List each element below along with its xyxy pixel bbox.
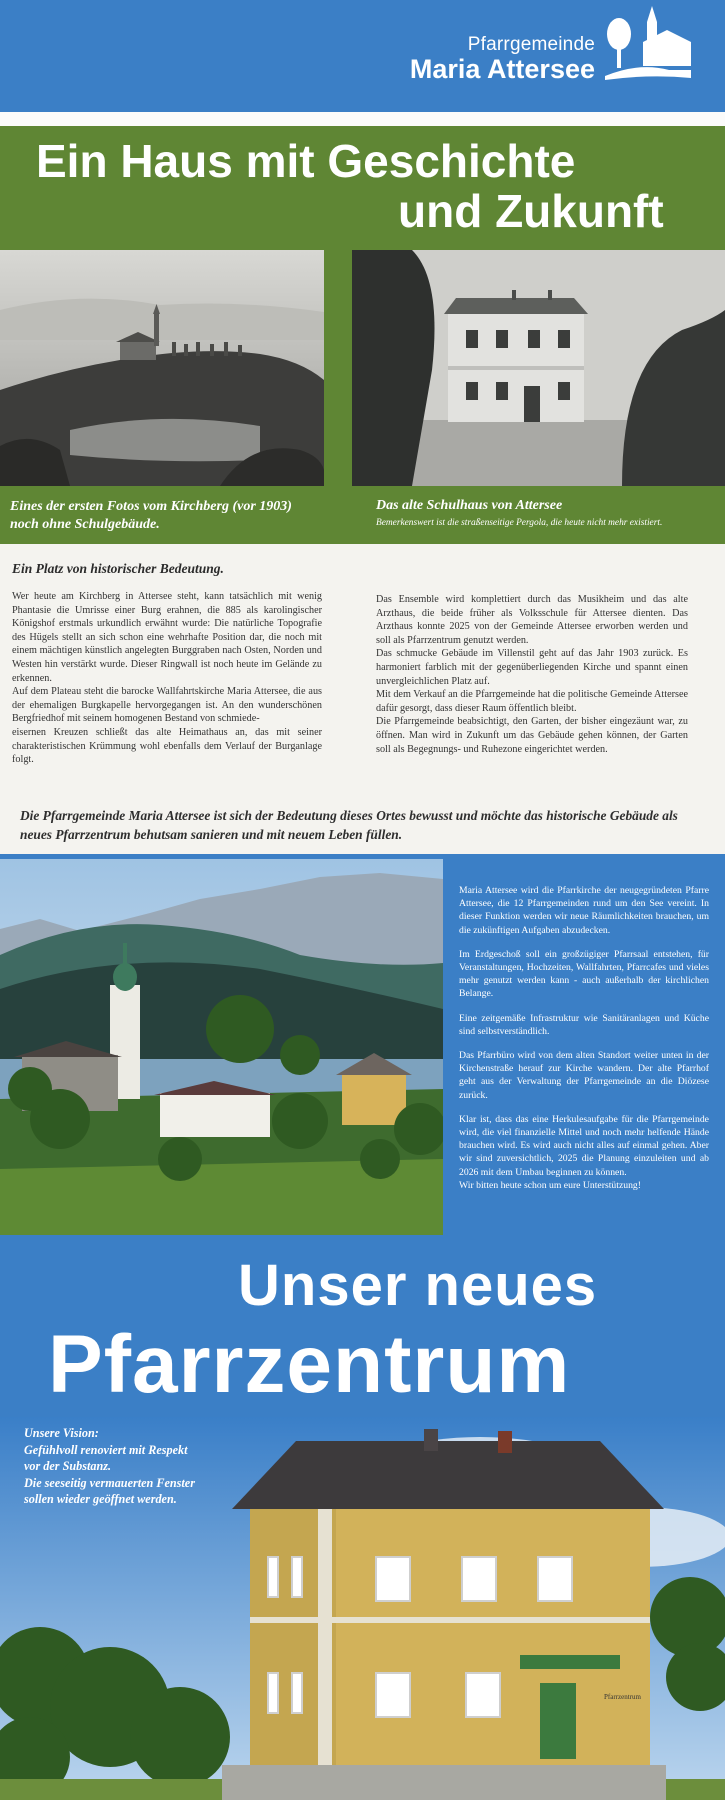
history-left-paragraph: Auf dem Plateau steht die barocke Wallfahrtskirche Maria Attersee, die aus der ehemaligen Burgkapelle hervorgegangen ist. An den wunderschönen Bergfriedhof mit seinem homogenen Bestand von schmiede- [12,686,322,725]
caption-left-line-2: noch ohne Schulgebäude. [10,517,160,532]
history-left-paragraph: Wer heute am Kirchberg in Attersee steht, kann tatsächlich mit wenig Phantasie die Umrisse einer Burg erahnen, die 885 als karolingischer Königshof erstmals urkundlich erwähnt wurde: Die natürliche Topografie des Hügels stellt an sich schon eine wehrhafte Position dar, die noch mit einem mächtigen künstlich angelegten Burggraben nach Osten, Norden und Westen hin verstärkt wurde. Dieser Ringwall ist noch heute im Gelände zu erkennen. [12,591,322,684]
big-title-line-2: Pfarrzentrum [48,1319,571,1410]
history-right-paragraph: Mit dem Verkauf an die Pfarrgemeinde hat die politische Gemeinde Attersee dafür gesorgt, dass dieser Raum öffentlich bleibt. [376,689,688,714]
future-text-column [459,884,709,1192]
photo-caption-right-title: Das alte Schulhaus von Attersee [376,498,563,513]
history-right-paragraph: Die Pfarrgemeinde beabsichtigt, den Garten, der bisher eingezäunt war, zu öffnen. Man wird in Zukunft um das Gebäude gehen können, der Garten soll als Begegnungs- und Ruhezone eingerichtet werden. [376,716,688,755]
title-line-2: und Zukunft [398,185,664,237]
history-highlight-statement: Die Pfarrgemeinde Maria Attersee ist sich der Bedeutung dieses Ortes bewusst und möchte das historische Gebäude als neues Pfarrzentrum behutsam sanieren und mit neuem Leben füllen. [20,808,678,842]
parish-name-big: Maria Attersee [409,54,595,84]
future-paragraph: Das Pfarrbüro wird von dem alten Standort weiter unten in der Kirchenstraße herauf zur Kirche wandern. Der alte Pfarrhof geht aus der Verwaltung der Pfarrgemeinde an die Diözese zurück. [459,1050,709,1101]
history-column-left [12,590,322,767]
future-appeal: Wir bitten heute schon um eure Unterstützung! [459,1179,642,1191]
historic-photo-kirchberg [0,250,324,486]
door-sign: Pfarrzentrum [604,1693,641,1701]
vision-line: Die seeseitig vermauerten Fenster [24,1475,195,1490]
vision-line: vor der Substanz. [24,1459,112,1473]
history-left-paragraph: eisernen Kreuzen schließt das alte Heimathaus an, das mit seiner charakteristischen Krümmung wohl ebenfalls dem Verlauf der Burganlage folgt. [12,726,322,766]
photo-caption-right-subtitle: Bemerkenswert ist die straßenseitige Pergola, die heute nicht mehr existiert. [376,518,663,528]
parish-name-small: Pfarrgemeinde [467,34,595,55]
title-line-1: Ein Haus mit Geschichte [36,135,576,187]
history-column-right [376,593,688,756]
future-paragraph: Klar ist, dass das eine Herkulesaufgabe für die Pfarrgemeinde wird, die viel finanzielle Mittel und noch mehr helfende Hände brauchen wird. Es wird auch nicht alles auf einmal gehen. Aber wir sind zuversichtlich, 2025 die Planung einzuleiten und ab 2026 mit dem Umbau beginnen zu können. [459,1113,709,1178]
header-divider [0,112,725,126]
big-title-line-1: Unser neues [238,1253,598,1318]
future-paragraph: Eine zeitgemäße Infrastruktur wie Sanitäranlagen und Küche sind selbstverständlich. [459,1012,709,1037]
history-right-paragraph: Das schmucke Gebäude im Villenstil geht auf das Jahr 1903 zurück. Es harmoniert farblich mit der gegenüberliegenden Kirche und spannt einen unvergleichlichen Platz auf. [376,648,688,687]
vision-line: Gefühlvoll renoviert mit Respekt [24,1442,188,1457]
vision-line: sollen wieder geöffnet werden. [24,1492,177,1506]
future-paragraph: Im Erdgeschoß soll ein großzügiger Pfarrsaal entstehen, für Veranstaltungen, Hochzeiten, Wallfahrten, Pfarrcafes und vieles mehr genutzt werden kann - auch außerhalb der kirchlichen Belange. [459,948,709,1000]
vision-line: Unsere Vision: [24,1426,99,1440]
caption-left-line-1: Eines der ersten Fotos vom Kirchberg (vor 1903) [10,499,292,514]
history-heading: Ein Platz von historischer Bedeutung. [12,561,224,576]
photo-caption-left [10,498,330,534]
vision-statement [24,1425,284,1508]
historic-photo-schoolhouse [352,250,725,486]
church-tree-icon [599,4,695,84]
lake-church-photo [0,859,443,1235]
history-right-paragraph: Das Ensemble wird komplettiert durch das Musikheim und das alte Arzthaus, die beide früher als Volksschule für Attersee dienten. Das Arzthaus konnte 2025 von der Gemeinde Attersee erworben werden und soll als Pfarrzentrum genutzt werden. [376,594,688,646]
future-paragraph: Maria Attersee wird die Pfarrkirche der neugegründeten Pfarre Attersee, die 12 Pfarrgemeinden rund um den See vereint. In dieser Funktion werden wir neue Räumlichkeiten brauchen, um die zukünftigen Aufgaben abzudecken. [459,885,709,936]
parish-logo-text [410,34,595,85]
